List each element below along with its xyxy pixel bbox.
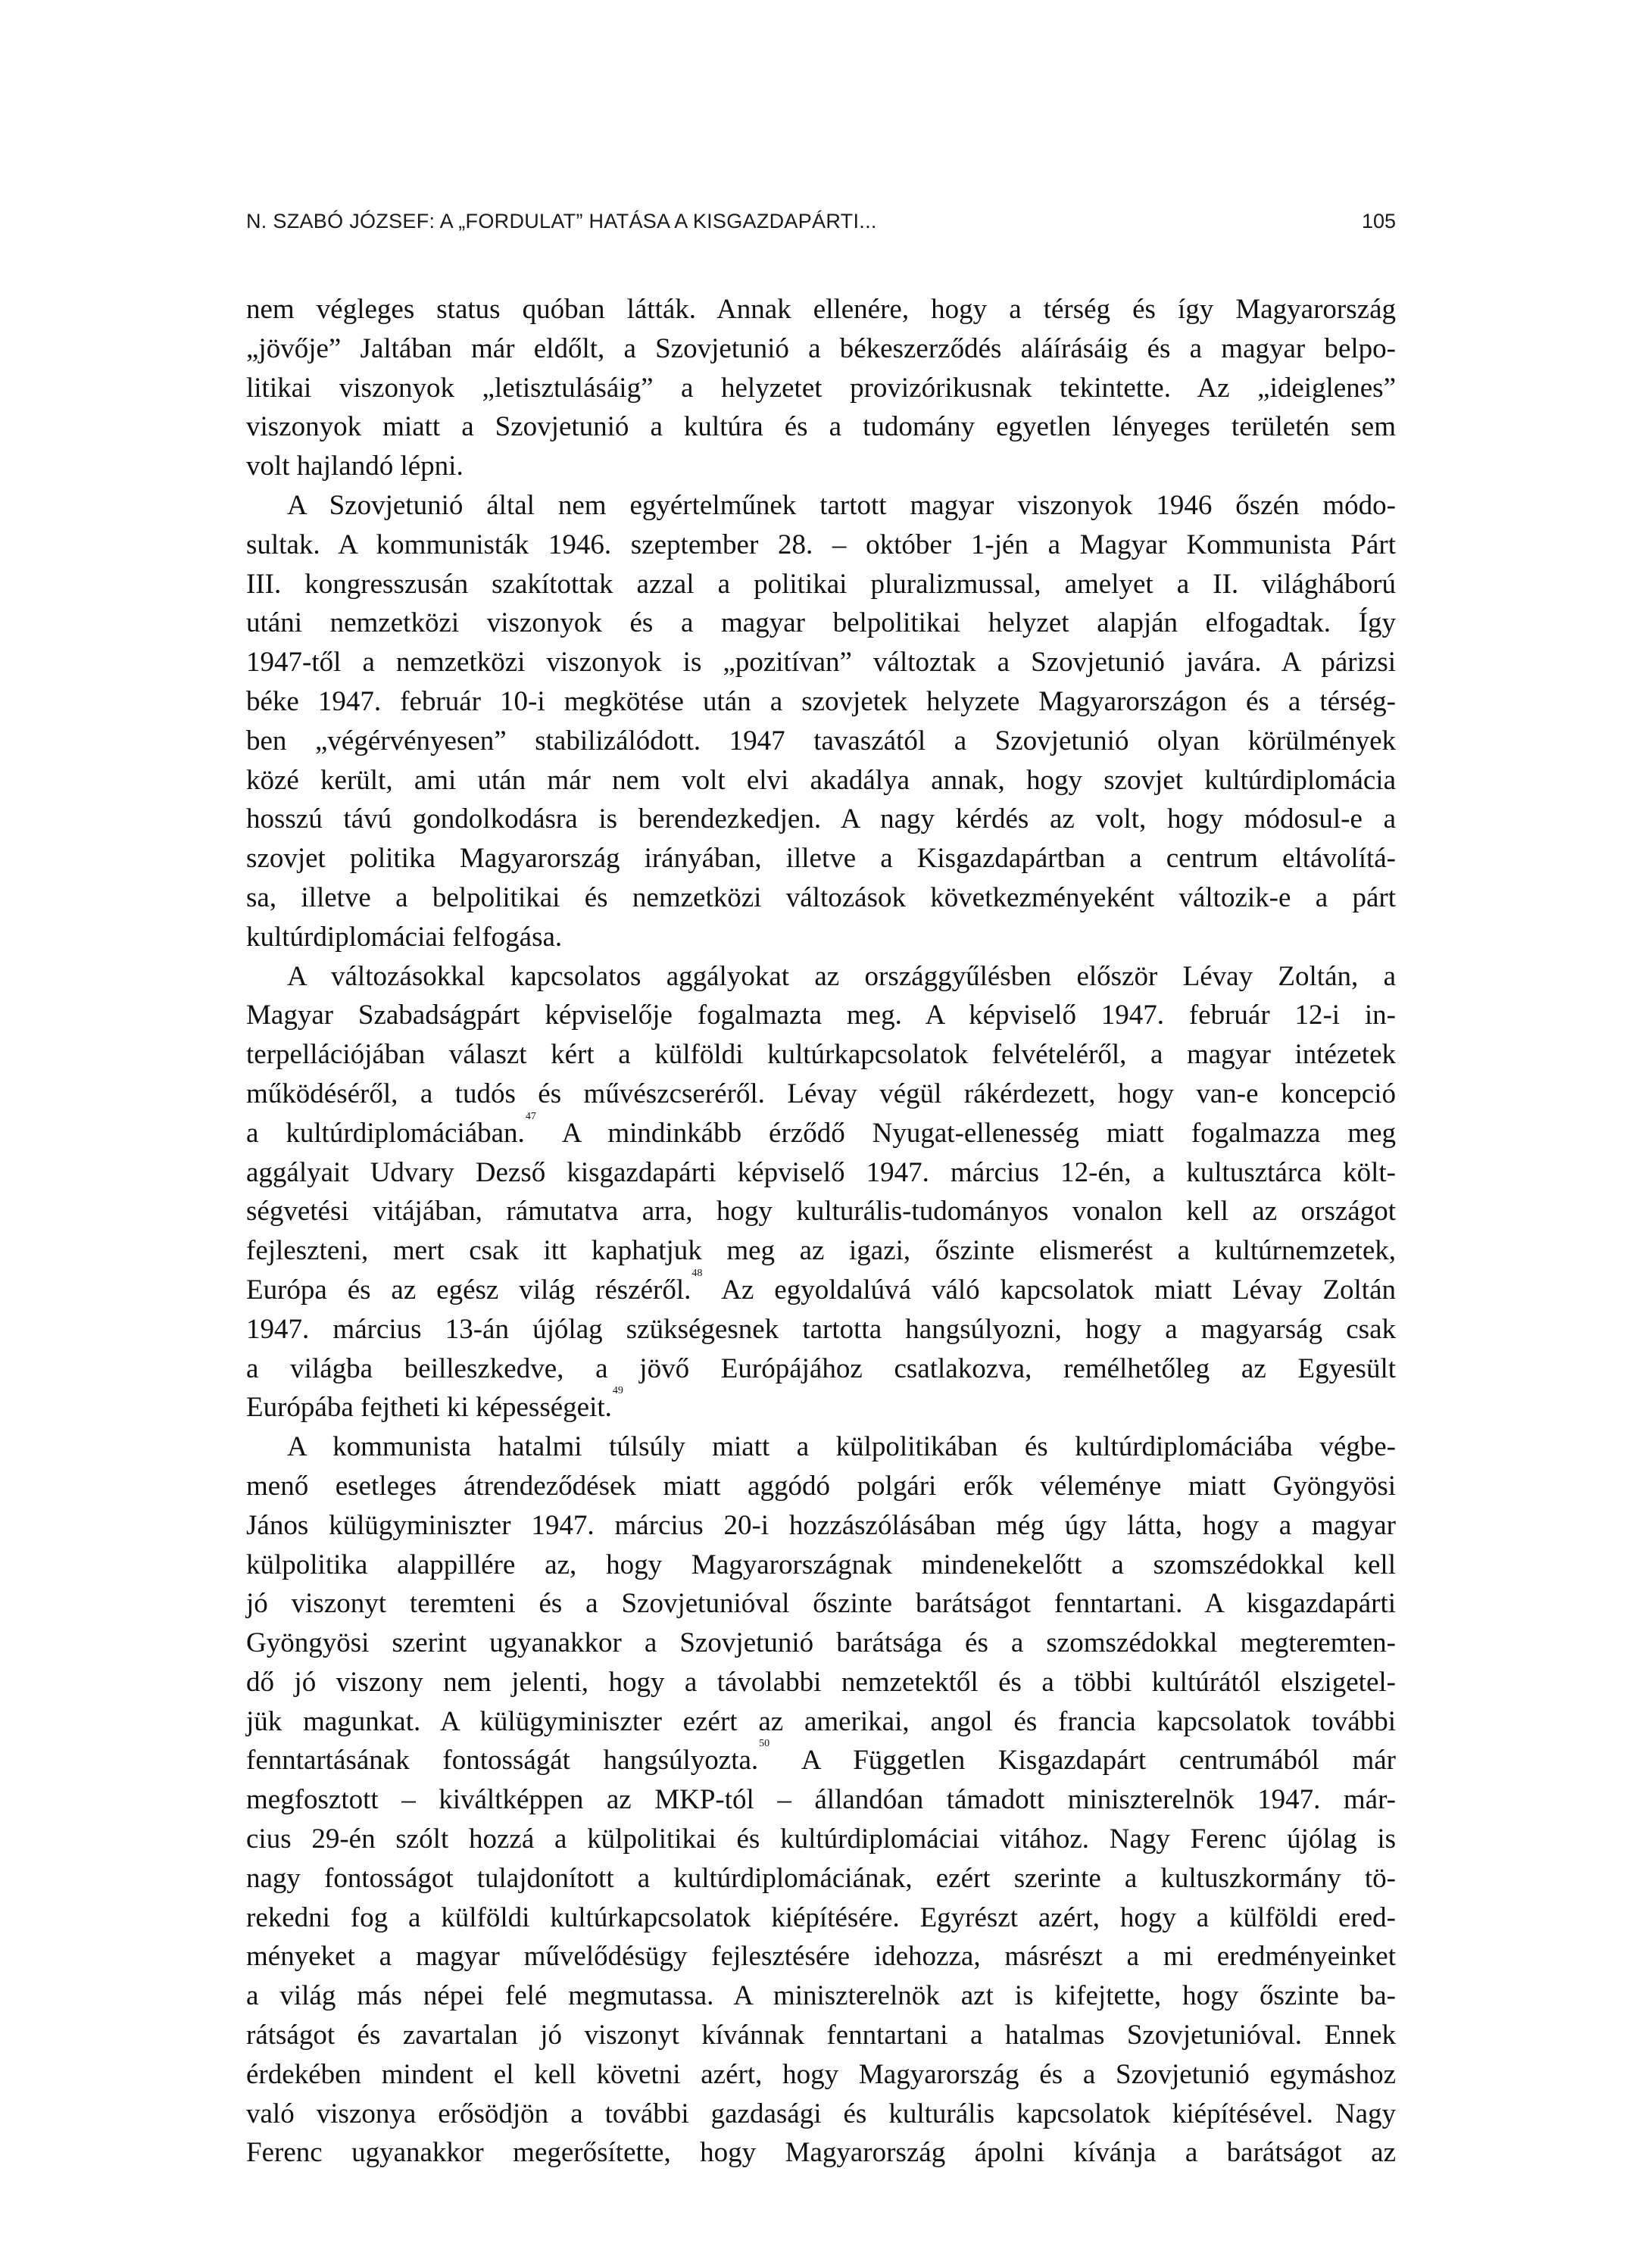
- text-line: fejleszteni, mert csak itt kaphatjuk meg az igazi, őszinte elismerést a kultúrnemzetek,: [246, 1235, 1396, 1267]
- text-line: szovjet politika Magyarország irányában, illetve a Kisgazdapártban a centrum eltávolítá-: [246, 843, 1396, 875]
- text-line: a világba beilleszkedve, a jövő Európájához csatlakozva, remélhetőleg az Egyesült: [246, 1352, 1396, 1384]
- text-line: közé került, ami után már nem volt elvi akadálya annak, hogy szovjet kultúrdiplomácia: [246, 764, 1396, 796]
- running-title: N. SZABÓ JÓZSEF: A „FORDULAT” HATÁSA A KISGAZDAPÁRTI...: [246, 210, 877, 232]
- text-line: kultúrdiplomáciai felfogása.: [246, 921, 563, 953]
- text-line: A változásokkal kapcsolatos aggályokat az országgyűlésben először Lévay Zoltán, a: [287, 960, 1396, 992]
- text-line: A kommunista hatalmi túlsúly miatt a külpolitikában és kultúrdiplomáciába végbe-: [287, 1431, 1396, 1463]
- text-line: aggályait Udvary Dezső kisgazdapárti képviselő 1947. március 12-én, a kultusztárca költ-: [246, 1156, 1396, 1188]
- text-line: a kultúrdiplomáciában.$^{47}$ A mindinkább érződő Nyugat-ellenesség miatt fogalmazza meg: [246, 1110, 1396, 1149]
- text-line: Gyöngyösi szerint ugyanakkor a Szovjetunió barátsága és a szomszédokkal megteremten-: [246, 1627, 1396, 1659]
- page-number: 105: [1361, 210, 1396, 232]
- text-line: János külügyminiszter 1947. március 20-i hozzászólásában még úgy látta, hogy a magyar: [246, 1509, 1396, 1541]
- text-line: viszonyok miatt a Szovjetunió a kultúra és a tudomány egyetlen lényeges területén sem: [246, 411, 1396, 443]
- footnote-marker: 50: [759, 1738, 770, 1750]
- text-line: A Szovjetunió által nem egyértelműnek tartott magyar viszonyok 1946 őszén módo-: [287, 489, 1396, 521]
- text-line: terpellációjában választ kért a külföldi kultúrkapcsolatok felvételéről, a magyar intézetek: [246, 1039, 1396, 1071]
- text-line: Európába fejtheti ki képességeit.$^{49}$: [246, 1385, 623, 1424]
- text-line: fenntartásának fontosságát hangsúlyozta.$^{50}$ A Független Kisgazdapárt centrumából már: [246, 1738, 1396, 1777]
- text-line: sultak. A kommunisták 1946. szeptember 28. – október 1-jén a Magyar Kommunista Párt: [246, 529, 1396, 560]
- text-line: ményeket a magyar művelődésügy fejlesztésére idehozza, másrészt a mi eredményeinket: [246, 1941, 1396, 1973]
- text-line: rekedni fog a külföldi kultúrkapcsolatok kiépítésére. Egyrészt azért, hogy a külföldi ered-: [246, 1901, 1396, 1933]
- text-line: rátságot és zavartalan jó viszonyt kívánnak fenntartani a hatalmas Szovjetunióval. Ennek: [246, 2020, 1396, 2051]
- text-line: volt hajlandó lépni.: [246, 451, 464, 482]
- text-line: 1947. március 13-án újólag szükségesnek tartotta hangsúlyozni, hogy a magyarság csak: [246, 1313, 1396, 1345]
- text-line: Ferenc ugyanakkor megerősítette, hogy Magyarország ápolni kívánja a barátságot az: [246, 2137, 1396, 2169]
- text-line: sa, illetve a belpolitikai és nemzetközi változások következményeként változik-e a párt: [246, 881, 1396, 913]
- text-line: III. kongresszusán szakítottak azzal a politikai pluralizmussal, amelyet a II. világháború: [246, 568, 1396, 600]
- text-line: való viszonya erősödjön a további gazdasági és kulturális kapcsolatok kiépítésével. Nagy: [246, 2098, 1396, 2129]
- text-line: külpolitika alappillére az, hogy Magyarországnak mindenekelőtt a szomszédokkal kell: [246, 1549, 1396, 1580]
- text-line: nem végleges status quóban látták. Annak ellenére, hogy a térség és így Magyarország: [246, 294, 1396, 325]
- running-header: [246, 206, 1396, 236]
- text-line: utáni nemzetközi viszonyok és a magyar belpolitikai helyzet alapján elfogadtak. Így: [246, 607, 1396, 639]
- body-text: [246, 290, 1396, 2173]
- text-line: litikai viszonyok „letisztulásáig” a helyzetet provizórikusnak tekintette. Az „ideiglenes”: [246, 372, 1396, 404]
- text-line: menő esetleges átrendeződések miatt aggódó polgári erők véleménye miatt Gyöngyösi: [246, 1470, 1396, 1502]
- footnote-marker: 48: [691, 1267, 703, 1279]
- text-line: a világ más népei felé megmutassa. A miniszterelnök azt is kifejtette, hogy őszinte ba-: [246, 1980, 1396, 2012]
- text-line: ségvetési vitájában, rámutatva arra, hogy kulturális-tudományos vonalon kell az országot: [246, 1196, 1396, 1228]
- text-line: ben „végérvényesen” stabilizálódott. 1947 tavaszától a Szovjetunió olyan körülmények: [246, 725, 1396, 757]
- text-line: Európa és az egész világ részéről.$^{48}$ Az egyoldalúvá váló kapcsolatok miatt Lévay Zoltán: [246, 1267, 1396, 1306]
- text-line: cius 29-én szólt hozzá a külpolitikai és kultúrdiplomáciai vitához. Nagy Ferenc újólag is: [246, 1823, 1396, 1855]
- text-line: megfosztott – kiváltképpen az MKP-tól – állandóan támadott miniszterelnök 1947. már-: [246, 1784, 1396, 1816]
- text-line: működéséről, a tudós és művészcseréről. Lévay végül rákérdezett, hogy van-e koncepció: [246, 1078, 1396, 1109]
- text-line: érdekében mindent el kell követni azért, hogy Magyarország és a Szovjetunió egymáshoz: [246, 2058, 1396, 2090]
- text-line: 1947-től a nemzetközi viszonyok is „pozitívan” változtak a Szovjetunió javára. A párizsi: [246, 647, 1396, 679]
- text-line: jó viszonyt teremteni és a Szovjetunióval őszinte barátságot fenntartani. A kisgazdapárti: [246, 1588, 1396, 1620]
- footnote-marker: 49: [612, 1385, 623, 1397]
- text-line: dő jó viszony nem jelenti, hogy a távolabbi nemzetektől és a többi kultúrától elszigetel-: [246, 1666, 1396, 1698]
- text-line: nagy fontosságot tulajdonított a kultúrdiplomáciának, ezért szerinte a kultuszkormány tö-: [246, 1862, 1396, 1894]
- text-line: jük magunkat. A külügyminiszter ezért az amerikai, angol és francia kapcsolatok további: [246, 1705, 1396, 1737]
- text-line: béke 1947. február 10-i megkötése után a szovjetek helyzete Magyarországon és a térség-: [246, 685, 1396, 717]
- text-line: Magyar Szabadságpárt képviselője fogalmazta meg. A képviselő 1947. február 12-i in-: [246, 1000, 1396, 1031]
- footnote-marker: 47: [525, 1110, 536, 1122]
- text-line: „jövője” Jaltában már eldőlt, a Szovjetunió a békeszerződés aláírásáig és a magyar belpo-: [246, 332, 1396, 364]
- text-line: hosszú távú gondolkodásra is berendezkedjen. A nagy kérdés az volt, hogy módosul-e a: [246, 803, 1396, 835]
